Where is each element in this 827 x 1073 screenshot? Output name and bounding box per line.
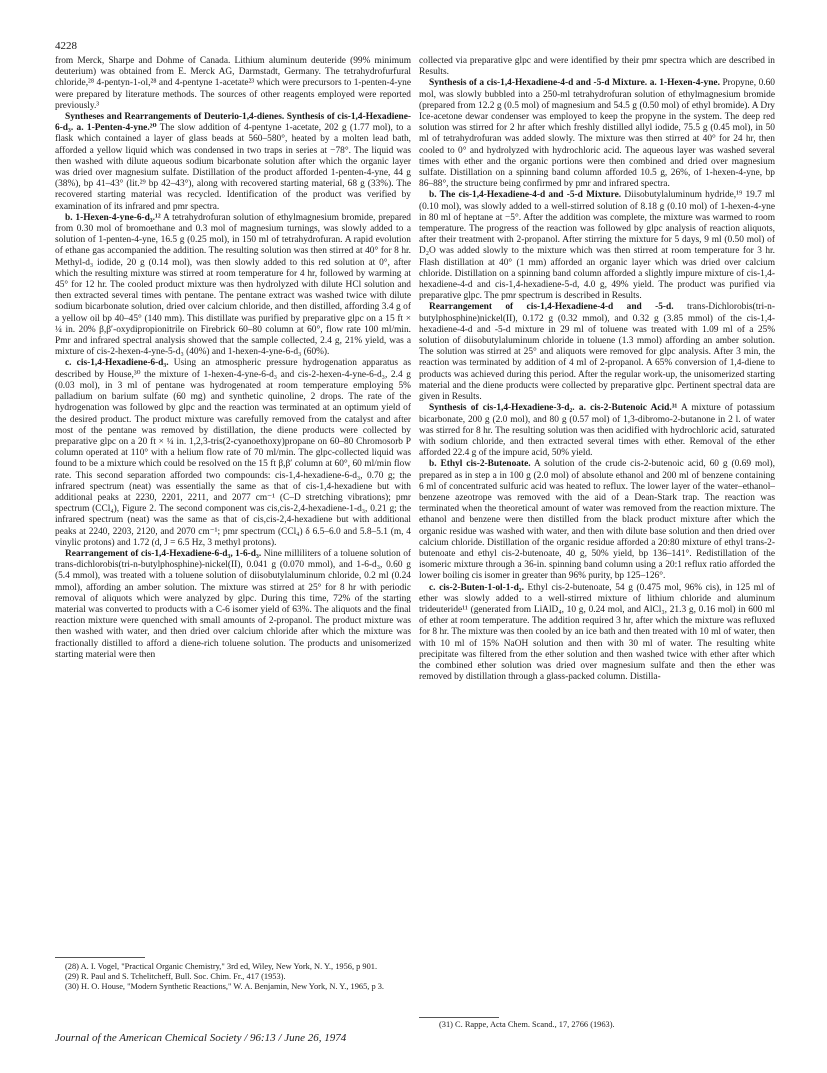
- paragraph: [55, 549, 411, 661]
- footnote: (28) A. I. Vogel, "Practical Organic Chemistry," 3rd ed, Wiley, New York, N. Y., 1956, p 901.: [65, 962, 378, 971]
- paragraph-text: Propyne, 0.60 mol, was slowly bubbled into a 250-ml tetrahydrofuran solution of ethylmagnesium bromide (prepared from 12.2 g (0.5 mol) of magnesium and 54.5 g (0.50 mol) of ethyl bromide). A Dry Ice-acetone dewar condenser was employed to keep the propyne in the system. The deep red solution was stirred for 2 hr after which freshly distilled allyl iodide, 75.5 g (0.45 mol), in 50 ml of tetrahydrofuran was added slowly. The mixture was then stirred at 40° for 24 hr, then cooled to 0° and hydrolyzed with hydrochloric acid. The aqueous layer was washed several times with ether and the organic portions were then combined and dried over magnesium sulfate. Distillation on a spinning band column afforded 10.5 g, 26%, of 1-hexen-4-yne, bp 86–88°, the structure being confirmed by pmr and infrared spectra.: [419, 78, 775, 190]
- paragraph: [419, 78, 775, 190]
- paragraph-text: from Merck, Sharpe and Dohme of Canada. Lithium aluminum deuteride (99% minimum deuterium) was obtained from E. Merck AG, Darmstadt, Germany. The tetrahydrofurfural chloride,²⁸ 4-pentyn-1-ol,²⁸ and 4-pentyne 1-acetate²³ which were precursors to 1-penten-4-yne were prepared by literature methods. The sources of other reagents employed were reported previously.³: [55, 56, 411, 111]
- section-heading: Rearrangement of cis-1,4-Hexadiene-4-d and -5-d.: [429, 302, 674, 313]
- paragraph: [419, 583, 775, 684]
- paragraph-text: A mixture of potassium bicarbonate, 200 g (2.0 mol), and 80 g (0.57 mol) of 1,3-dibromo-2-butanone in 2 l. of water was stirred for 8 hr. The resulting solution was then acidified with hydrochloric acid, saturated with sodium chloride, and then extracted several times with ether. Removal of the ether afforded 22.4 g of the impure acid, 50% yield.: [419, 403, 775, 459]
- paragraph: [55, 213, 411, 359]
- section-heading: c. cis-2-Buten-1-ol-1-d₂.: [429, 582, 524, 593]
- left-column: [55, 56, 411, 661]
- footnote: (31) C. Rappe, Acta Chem. Scand., 17, 2766 (1963).: [439, 1020, 615, 1029]
- paragraph-text: A solution of the crude cis-2-butenoic acid, 60 g (0.69 mol), prepared as in step a in 100 g (2.0 mol) of absolute ethanol and 200 ml of benzene containing 6 ml of concentrated sulfuric acid was heated to reflux. The lower layer of the water–ethanol–benzene azeotrope was removed with the aid of a Dean-Stark trap. The reaction was terminated when the theoretical amount of water was removed from the reaction mixture. The ethanol and benzene were then distilled from the black product mixture after which the organic residue was washed with water, and then with dilute base solution and then dried over calcium chloride. Distillation of the organic residue afforded a 20:80 mixture of ethyl trans-2-butenoate and ethyl cis-2-butenoate, 40 g, 50% yield, bp 136–141°. Redistillation of the isomeric mixture through a 36-in. spinning band column using a 20:1 reflux ratio afforded the lower boiling cis isomer in greater than 96% purity, bp 125–126°.: [419, 459, 775, 582]
- paragraph: [419, 190, 775, 302]
- paragraph-text: trans-Dichlorobis(tri-n-butylphosphine)nickel(II), 0.172 g (0.32 mmol), and 0.32 g (3.85 mmol) of the cis-1,4-hexadiene-4-d and -5-d mixture in 29 ml of toluene was treated with 1.09 ml of a 25% solution of diisobutylaluminum chloride in toluene (1.3 mmol) affording an amber solution. The solution was stirred at 25° and aliquots were removed for glpc analysis. After 3 min, the reaction was terminated by addition of 4 ml of 2-propanol. A 65% conversion of 1,4-diene to products was achieved during this period. After the regular work-up, the unisomerized starting material and the diene products were collected by preparative glpc. Pertinent spectral data are given in Results.: [419, 302, 775, 403]
- page-number: 4228: [55, 40, 77, 52]
- footnote: (30) H. O. House, "Modern Synthetic Reactions," W. A. Benjamin, New York, N. Y., 1965, p 3.: [65, 982, 385, 991]
- footnotes-right: [429, 1020, 775, 1030]
- paragraph: [419, 459, 775, 582]
- footnote-rule-right: [419, 1017, 499, 1018]
- paragraph: [55, 56, 411, 112]
- right-column: [419, 56, 775, 683]
- paragraph: [419, 403, 775, 459]
- section-heading: Synthesis of a cis-1,4-Hexadiene-4-d and -5-d Mixture. a. 1-Hexen-4-yne.: [429, 78, 720, 89]
- section-heading: Syntheses and Rearrangements of Deuterio-1,4-dienes. Synthesis of cis-1,4-Hexadiene-6-d₃. a. 1-Penten-4-yne.²⁰: [55, 112, 411, 134]
- footnotes-left: [55, 962, 411, 992]
- section-heading: Rearrangement of cis-1,4-Hexadiene-6-d₃, 1-6-d₃.: [65, 548, 262, 559]
- section-heading: b. The cis-1,4-Hexadiene-4-d and -5-d Mixture.: [429, 190, 622, 201]
- paragraph: [55, 358, 411, 548]
- paragraph: [419, 302, 775, 403]
- paragraph-text: The slow addition of 4-pentyne 1-acetate, 202 g (1.77 mol), to a flask which contained a layer of glass beads at 560–580°, heated by a molten lead bath, afforded a yellow liquid which was condensed in two traps in series at −78°. The liquid was then washed with dilute aqueous sodium bicarbonate solution after which the organic layer was dried over magnesium sulfate. Distillation of the product afforded 1-penten-4-yne, 44 g (38%), bp 41–43° (lit.²⁹ bp 42–43°), along with recovered starting material, 68 g (33%). The recovered starting material was recycled. Identification of the product was verified by examination of its infrared and pmr spectra.: [55, 123, 411, 212]
- paragraph-text: Ethyl cis-2-butenoate, 54 g (0.475 mol, 96% cis), in 125 ml of ether was slowly added to a well-stirred mixture of lithium chloride and aluminum trideuteride¹¹ (generated from LiAlD₄, 10 g, 0.24 mol, and AlCl₃, 21.3 g, 0.16 mol) in 600 ml of ether at room temperature. The addition required 3 hr, after which the mixture was refluxed for 8 hr. The mixture was then cooled by an ice bath and then treated with 10 ml of water, then with 10 ml of 15% NaOH solution and then with 30 ml of water. The resulting white precipitate was filtered from the ether solution and then washed twice with ether after which the combined ether solution was dried over magnesium sulfate and then the ether was removed by distillation through a glass-packed column. Distilla-: [419, 582, 775, 683]
- section-heading: b. Ethyl cis-2-Butenoate.: [429, 459, 531, 470]
- section-heading: b. 1-Hexen-4-yne-6-d₃.¹²: [65, 212, 161, 223]
- paragraph-text: Nine milliliters of a toluene solution of trans-dichlorobis(tri-n-butylphosphine)-nickel(II), 0.041 g (0.070 mmol), and 1-6-d₃, 0.60 g (5.4 mmol), was treated with a toluene solution of diisobutylaluminum chloride, 0.2 ml (0.24 mmol), affording an amber solution. The mixture was stirred at 25° for 8 hr with periodic removal of aliquots which were analyzed by glpc. During this time, 72% of the starting material was converted to products with a C-6 isomer yield of 63%. The aliquots and the final reaction mixture were quenched with small amounts of 2-propanol. The product mixture was then washed with water, and then dried over calcium chloride after which the mixture was fractionally distilled to afford a diene-rich toluene solution. The products and unisomerized starting material were then: [55, 548, 411, 660]
- paragraph-text: A tetrahydrofuran solution of ethylmagnesium bromide, prepared from 0.30 mol of bromoethane and 0.3 mol of magnesium turnings, was slowly added to a solution of 1-penten-4-yne, 16.5 g (0.25 mol), in 150 ml of tetrahydrofuran. A rapid evolution of ethane gas accompanied the addition. The resulting solution was then stirred at 40° for 8 hr. Methyl-d₃ iodide, 20 g (0.14 mol), was then slowly added to this red solution at 0°, after which the resulting mixture was stirred at room temperature for 4 hr, followed by warming at 45° for 12 hr. The cooled product mixture was then hydrolyzed with dilute HCl solution and then extracted several times with pentane. The pentane extract was washed twice with dilute sodium bicarbonate solution, dried over calcium chloride, and then distilled, affording 3.4 g of a yellow oil bp 40–45° (140 mm). This distillate was purified by preparative glpc on a 15 ft × ¼ in. 20% β,β′-oxydipropionitrile on Firebrick 60–80 column at 60°, flow rate 100 ml/min. Pmr and infrared spectral analysis showed that the sample collected, 2.4 g, 21% yield, was a mixture of cis-2-hexen-4-yne-5-d₃ (40%) and 1-hexen-4-yne-6-d₃ (60%).: [55, 212, 411, 358]
- section-heading: c. cis-1,4-Hexadiene-6-d₃.: [65, 358, 169, 369]
- paragraph: [419, 56, 775, 78]
- paragraph: [55, 112, 411, 213]
- footnote: (29) R. Paul and S. Tchelitcheff, Bull. Soc. Chim. Fr., 417 (1953).: [65, 972, 286, 981]
- paragraph-text: Using an atmospheric pressure hydrogenation apparatus as described by House,³⁰ the mixture of 1-hexen-4-yne-6-d₃ and cis-2-hexen-4-yne-6-d₃, 2.4 g (0.03 mol), in 3 ml of pentane was hydrogenated at room temperature employing 5% palladium on barium sulfate (60 mg) and synthetic quinoline, 2 drops. The rate of the hydrogenation was followed by glpc and the reaction was terminated at an optimum yield of the desired product. The product mixture was carefully removed from the catalyst and after most of the pentane was removed by distillation, the diene products were collected by preparative glpc on a 20 ft × ¼ in. 1,2,3-tris(2-cyanoethoxy)propane on 60–80 Chromosorb P column operated at 110° with a helium flow rate of 70 ml/min. The glpc-collected liquid was found to be a mixture which could be resolved on the 15 ft β,β′ column at 60°, 60 ml/min flow rate. This second separation afforded two compounds: cis-1,4-hexadiene-6-d₃, 0.70 g; the infrared spectrum (neat) was essentially the same as that of cis-1,4-hexadiene but with additional peaks at 2230, 2201, 2211, and 2077 cm⁻¹ (C–D stretching vibrations); pmr spectrum (CCl₄), Figure 2. The second component was cis,cis-2,4-hexadiene-1-d₃, 0.21 g; the infrared spectrum (neat) was the same as that of cis,cis-2,4-hexadiene but with additional peaks at 2240, 2203, 2120, and 2070 cm⁻¹; pmr spectrum (CCl₄) δ 6.5–6.0 and 5.8–5.1 (m, 4 vinylic protons) and 1.72 (d, J = 6.5 Hz, 3 methyl protons).: [55, 358, 411, 548]
- journal-footer: Journal of the American Chemical Society / 96:13 / June 26, 1974: [55, 1032, 347, 1044]
- paragraph-text: Diisobutylaluminum hydride,¹⁹ 19.7 ml (0.10 mol), was slowly added to a well-stirred solution of 8.18 g (0.10 mol) of 1-hexen-4-yne in 80 ml of heptane at −5°. After the addition was complete, the mixture was warmed to room temperature. The progress of the reaction was followed by glpc analysis of reaction aliquots, after their treatment with 2-propanol. After stirring the mixture for 5 days, 9 ml (0.50 mol) of D₂O was added slowly to the mixture which was then stirred at room temperature for 3 hr. Flash distillation at 40° (1 mm) afforded an organic layer which was dried over calcium chloride. Distillation on a spinning band column afforded a slightly impure mixture of cis-1,4-hexadiene-4-d and cis-1,4-hexadiene-5-d, 4.0 g, 49% yield. The product was purified via preparative glpc. The pmr spectrum is described in Results.: [419, 190, 775, 302]
- footnote-rule-left: [55, 957, 145, 958]
- paragraph-text: collected via preparative glpc and were identified by their pmr spectra which are described in Results.: [419, 56, 775, 78]
- section-heading: Synthesis of cis-1,4-Hexadiene-3-d₂. a. cis-2-Butenoic Acid.³¹: [429, 403, 678, 414]
